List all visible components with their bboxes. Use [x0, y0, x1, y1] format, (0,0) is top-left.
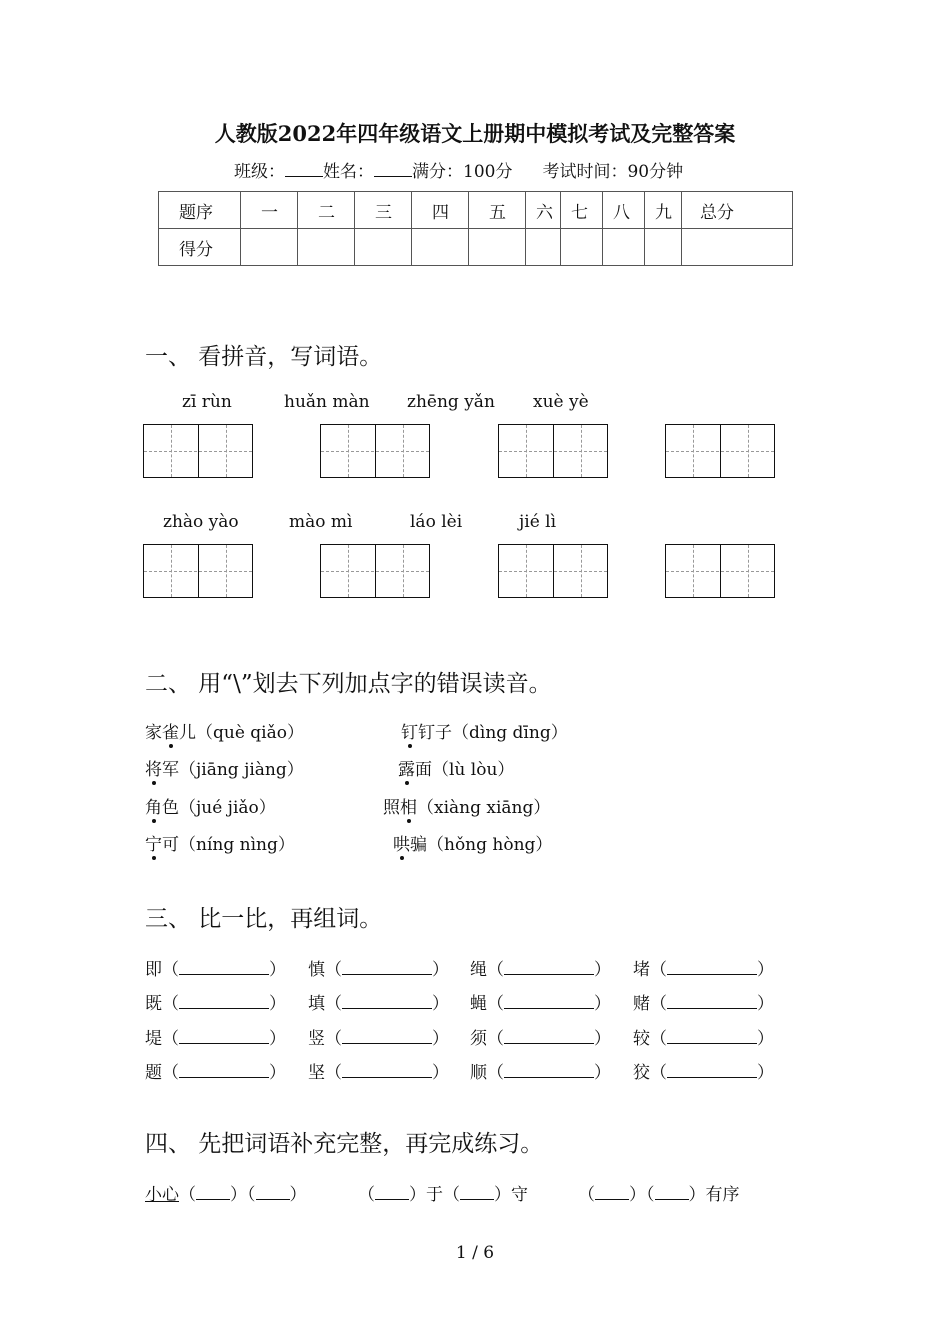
score-cell[interactable]: [526, 229, 561, 266]
word-item: 赌（ ）: [633, 994, 774, 1014]
section2-heading: 二、 用“\”划去下列加点字的错误读音。: [145, 671, 552, 697]
word-item: 较（ ）: [633, 1029, 774, 1049]
header-cell: 四: [412, 192, 469, 229]
page-title: 人教版2022年四年级语文上册期中模拟考试及完整答案: [214, 121, 736, 146]
exam-time: 考试时间：90分钟: [542, 162, 684, 182]
writing-grid[interactable]: [665, 424, 775, 478]
header-cell: 五: [469, 192, 526, 229]
word-item: 堵（ ）: [633, 960, 774, 980]
score-table: [158, 191, 793, 266]
score-table-score-row: [159, 229, 793, 266]
pinyin-label: jié lì: [519, 512, 557, 532]
name-label: 姓名：: [323, 162, 374, 182]
header-cell: 九: [645, 192, 682, 229]
score-cell[interactable]: [561, 229, 603, 266]
writing-grid[interactable]: [143, 424, 253, 478]
score-cell[interactable]: [645, 229, 682, 266]
word-item: 堤（ ）: [145, 1029, 286, 1049]
score-cell[interactable]: [412, 229, 469, 266]
writing-grid[interactable]: [665, 544, 775, 598]
header-cell: 三: [355, 192, 412, 229]
pinyin-label: huǎn màn: [284, 392, 370, 412]
row-label: 得分: [159, 229, 241, 266]
score-cell[interactable]: [469, 229, 526, 266]
section3-heading: 三、 比一比，再组词。: [145, 906, 383, 932]
word-item: 蝇（ ）: [470, 994, 611, 1014]
page-number: 1 / 6: [455, 1243, 495, 1263]
reading-item: 哄骗（hǒng hòng）: [393, 830, 552, 855]
class-label: 班级：: [234, 162, 285, 182]
writing-grid[interactable]: [498, 544, 608, 598]
pinyin-label: mào mì: [289, 512, 353, 532]
idiom-item-3: （ ）（ ）有序: [578, 1185, 740, 1205]
idiom-item-1: 小心（ ）（ ）: [145, 1185, 307, 1205]
score-cell[interactable]: [682, 229, 793, 266]
reading-item: 宁可（níng nìng）: [145, 830, 295, 855]
header-cell: 七: [561, 192, 603, 229]
full-score: 满分：100分: [412, 162, 513, 182]
score-table-header-row: [159, 192, 793, 229]
word-item: 须（ ）: [470, 1029, 611, 1049]
section4-heading: 四、 先把词语补充完整，再完成练习。: [145, 1131, 544, 1157]
header-cell: 总分: [682, 192, 793, 229]
class-blank[interactable]: [285, 162, 323, 177]
reading-item: 露面（lù lòu）: [398, 755, 514, 780]
word-item: 填（ ）: [308, 994, 449, 1014]
word-item: 坚（ ）: [308, 1063, 449, 1083]
header-cell: 题序: [159, 192, 241, 229]
header-cell: 八: [603, 192, 645, 229]
score-cell[interactable]: [298, 229, 355, 266]
word-item: 顺（ ）: [470, 1063, 611, 1083]
exam-info: [234, 157, 683, 182]
word-item: 即（ ）: [145, 960, 286, 980]
reading-item: 钉钉子（dìng dīng）: [401, 718, 568, 743]
reading-item: 家雀儿（què qiǎo）: [145, 718, 304, 743]
reading-item: 角色（jué jiǎo）: [145, 793, 276, 818]
pinyin-label: xuè yè: [533, 392, 589, 412]
word-item: 狡（ ）: [633, 1063, 774, 1083]
pinyin-label: láo lèi: [410, 512, 463, 532]
word-item: 既（ ）: [145, 994, 286, 1014]
pinyin-label: zhào yào: [163, 512, 239, 532]
header-cell: 六: [526, 192, 561, 229]
idiom-item-2: （ ）于（ ）守: [358, 1185, 528, 1205]
writing-grid[interactable]: [320, 424, 430, 478]
writing-grid[interactable]: [143, 544, 253, 598]
score-cell[interactable]: [241, 229, 298, 266]
word-item: 绳（ ）: [470, 960, 611, 980]
pinyin-label: zhēng yǎn: [407, 392, 495, 412]
pinyin-label: zī rùn: [182, 392, 232, 412]
score-cell[interactable]: [603, 229, 645, 266]
header-cell: 一: [241, 192, 298, 229]
writing-grid[interactable]: [498, 424, 608, 478]
word-item: 题（ ）: [145, 1063, 286, 1083]
name-blank[interactable]: [374, 162, 412, 177]
word-item: 慎（ ）: [308, 960, 449, 980]
writing-grid[interactable]: [320, 544, 430, 598]
score-cell[interactable]: [355, 229, 412, 266]
word-item: 竖（ ）: [308, 1029, 449, 1049]
header-cell: 二: [298, 192, 355, 229]
section1-heading: 一、 看拼音，写词语。: [145, 344, 383, 370]
reading-item: 照相（xiàng xiāng）: [383, 793, 550, 818]
reading-item: 将军（jiāng jiàng）: [145, 755, 304, 780]
